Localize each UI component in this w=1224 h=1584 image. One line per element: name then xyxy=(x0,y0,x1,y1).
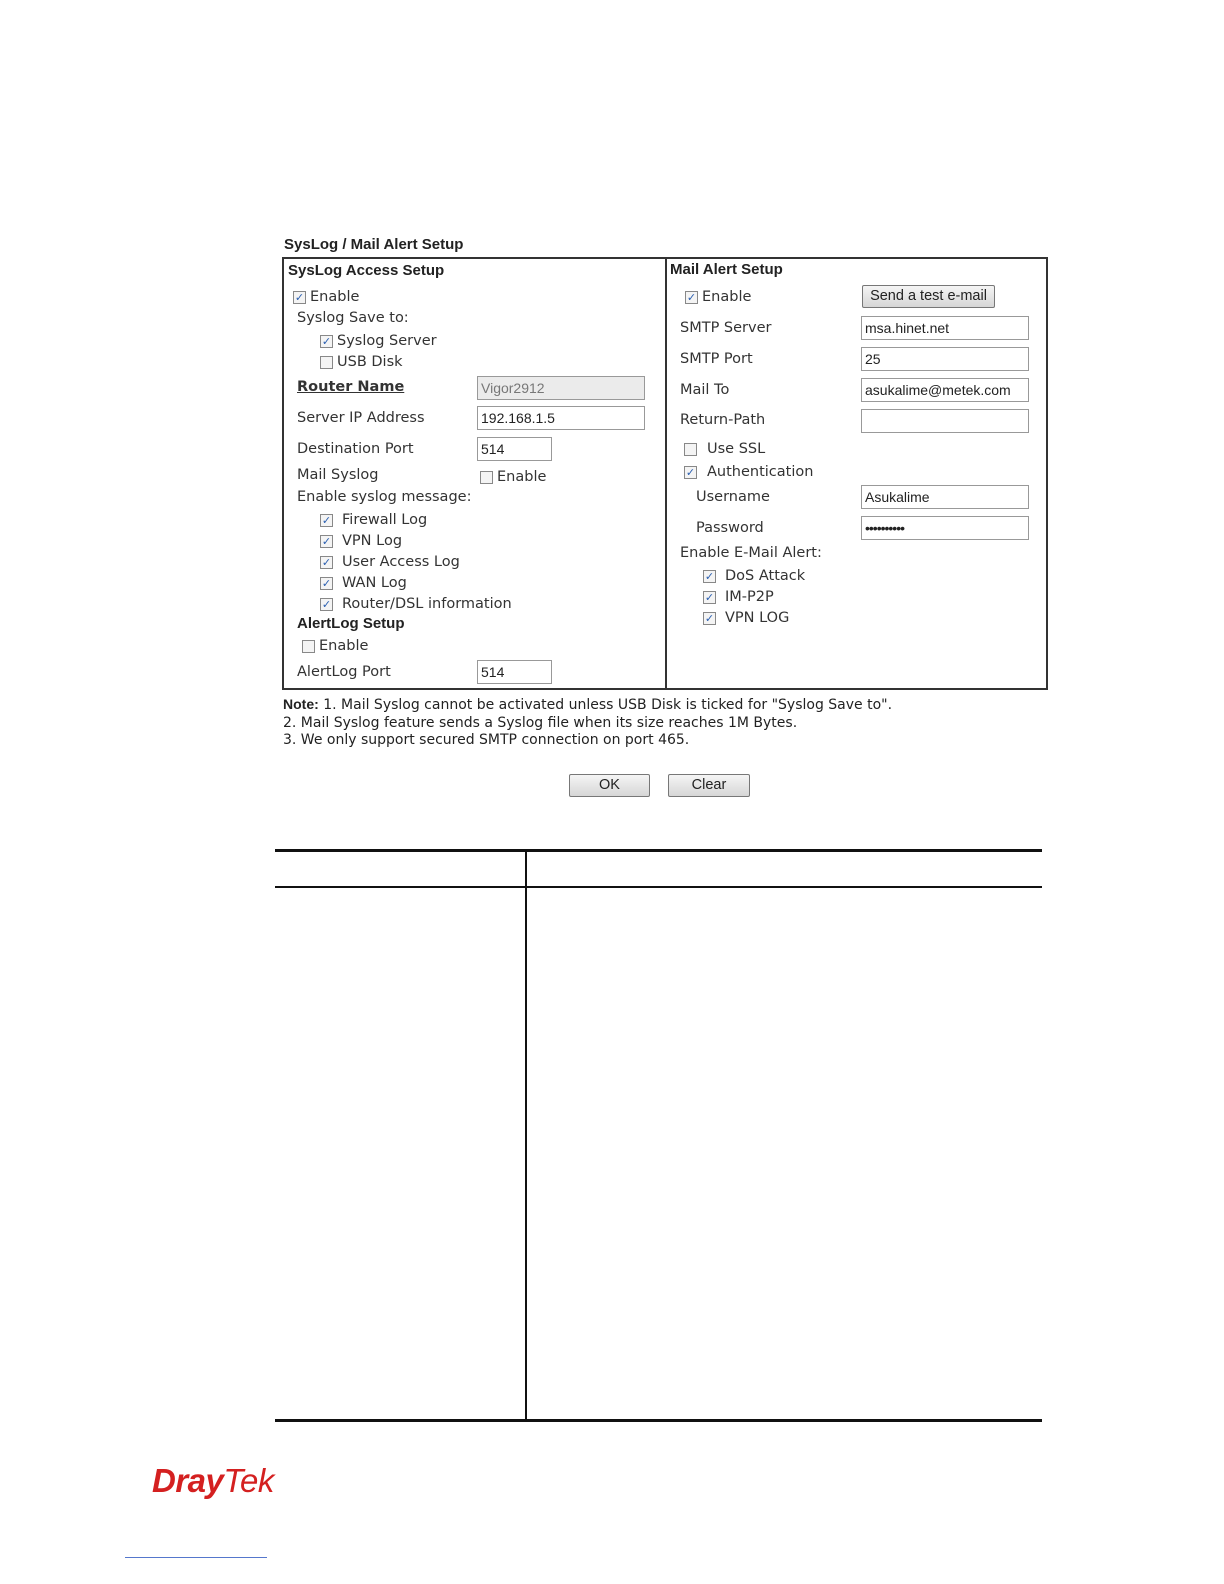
mail-enable-label: Enable xyxy=(702,289,752,305)
alertlog-enable-checkbox[interactable] xyxy=(302,640,315,653)
usb-disk-label: USB Disk xyxy=(337,354,403,370)
mail-to-input[interactable]: asukalime@metek.com xyxy=(861,378,1029,402)
draytek-logo xyxy=(152,1462,274,1500)
firewall-log-checkbox[interactable]: ✓ xyxy=(321,513,332,527)
router-name-input[interactable]: Vigor2912 xyxy=(477,376,645,400)
wan-log-checkbox[interactable]: ✓ xyxy=(321,576,332,590)
panel-divider xyxy=(665,257,667,690)
mail-syslog-checkbox[interactable] xyxy=(480,471,493,484)
username-input[interactable]: Asukalime xyxy=(861,485,1029,509)
msg-firewall-log[interactable] xyxy=(320,512,427,528)
note-prefix: Note: xyxy=(283,696,319,712)
mail-syslog-enable-label: Enable xyxy=(497,469,547,485)
msg-vpn-log[interactable] xyxy=(320,533,402,549)
smtp-server-label: SMTP Server xyxy=(680,320,772,336)
table-header-rule xyxy=(275,886,1042,888)
dos-attack-label: DoS Attack xyxy=(725,568,806,584)
vpn-log-label: VPN Log xyxy=(342,533,403,549)
dest-port-input[interactable]: 514 xyxy=(477,437,552,461)
firewall-log-label: Firewall Log xyxy=(342,512,428,528)
router-dsl-info-label: Router/DSL information xyxy=(342,596,512,612)
dest-port-label: Destination Port xyxy=(297,441,414,457)
use-ssl-label: Use SSL xyxy=(707,441,766,457)
note-line-3: 3. We only support secured SMTP connection on port 465. xyxy=(283,732,690,748)
syslog-server-option[interactable] xyxy=(320,333,437,349)
alertlog-enable-label: Enable xyxy=(319,638,369,654)
server-ip-label: Server IP Address xyxy=(297,410,425,426)
footer-rule xyxy=(125,1557,267,1558)
mail-section-title: Mail Alert Setup xyxy=(670,261,783,278)
note-text-1: 1. Mail Syslog cannot be activated unless USB Disk is ticked for "Syslog Save to". xyxy=(318,697,893,713)
alertlog-section-title: AlertLog Setup xyxy=(297,615,405,632)
alert-vpn-log[interactable] xyxy=(703,610,789,626)
return-path-label: Return-Path xyxy=(680,412,766,428)
table-top-rule xyxy=(275,849,1042,852)
alert-im-p2p[interactable] xyxy=(703,589,774,605)
table-bottom-rule xyxy=(275,1419,1042,1422)
authentication-option[interactable] xyxy=(684,464,813,480)
send-test-email-button[interactable]: Send a test e-mail xyxy=(862,285,995,308)
authentication-label: Authentication xyxy=(707,464,814,480)
msg-router-dsl-info[interactable] xyxy=(320,596,512,612)
smtp-port-input[interactable]: 25 xyxy=(861,347,1029,371)
router-name-link[interactable]: Router Name xyxy=(297,379,405,395)
syslog-enable-label: Enable xyxy=(310,289,360,305)
mail-to-label: Mail To xyxy=(680,382,730,398)
logo-part-tek: Tek xyxy=(223,1462,274,1499)
vpn-log-checkbox[interactable]: ✓ xyxy=(321,534,332,548)
msg-user-access-log[interactable] xyxy=(320,554,460,570)
usb-disk-checkbox[interactable] xyxy=(320,356,333,369)
alert-dos-attack[interactable] xyxy=(703,568,805,584)
dos-attack-checkbox[interactable]: ✓ xyxy=(704,569,715,583)
alertlog-port-label: AlertLog Port xyxy=(297,664,391,680)
syslog-server-label: Syslog Server xyxy=(337,333,437,349)
alertlog-enable[interactable] xyxy=(302,638,368,654)
notes-block xyxy=(283,696,892,750)
clear-button[interactable]: Clear xyxy=(668,774,750,797)
syslog-server-checkbox[interactable]: ✓ xyxy=(321,334,332,348)
note-line-2: 2. Mail Syslog feature sends a Syslog file when its size reaches 1M Bytes. xyxy=(283,714,798,731)
note-line-1 xyxy=(283,696,892,715)
im-p2p-checkbox[interactable]: ✓ xyxy=(704,590,715,604)
syslog-enable[interactable] xyxy=(293,289,359,305)
vpn-log-alert-checkbox[interactable]: ✓ xyxy=(704,611,715,625)
authentication-checkbox[interactable]: ✓ xyxy=(685,465,696,479)
syslog-section-title: SysLog Access Setup xyxy=(288,262,445,279)
mail-syslog-label: Mail Syslog xyxy=(297,467,379,483)
im-p2p-label: IM-P2P xyxy=(725,589,774,605)
mail-enable-checkbox[interactable]: ✓ xyxy=(686,290,697,304)
mail-enable[interactable] xyxy=(685,289,751,305)
table-column-divider xyxy=(525,849,527,1422)
password-label: Password xyxy=(696,520,764,536)
smtp-server-input[interactable]: msa.hinet.net xyxy=(861,316,1029,340)
mail-syslog-enable[interactable] xyxy=(480,469,546,485)
syslog-save-to-label: Syslog Save to: xyxy=(297,310,409,326)
router-dsl-info-checkbox[interactable]: ✓ xyxy=(321,597,332,611)
server-ip-input[interactable]: 192.168.1.5 xyxy=(477,406,645,430)
enable-syslog-message-label: Enable syslog message: xyxy=(297,489,472,505)
use-ssl-option[interactable] xyxy=(684,441,765,457)
username-label: Username xyxy=(696,489,770,505)
user-access-log-label: User Access Log xyxy=(342,554,460,570)
enable-email-alert-label: Enable E-Mail Alert: xyxy=(680,545,822,561)
use-ssl-checkbox[interactable] xyxy=(684,443,697,456)
logo-part-dray: Dray xyxy=(152,1462,224,1499)
window-title: SysLog / Mail Alert Setup xyxy=(284,236,464,253)
alertlog-port-input[interactable]: 514 xyxy=(477,660,552,684)
smtp-port-label: SMTP Port xyxy=(680,351,753,367)
password-input[interactable]: •••••••••• xyxy=(861,516,1029,540)
msg-wan-log[interactable] xyxy=(320,575,407,591)
syslog-enable-checkbox[interactable]: ✓ xyxy=(294,290,305,304)
vpn-log-alert-label: VPN LOG xyxy=(725,610,790,626)
wan-log-label: WAN Log xyxy=(342,575,407,591)
ok-button[interactable]: OK xyxy=(569,774,650,797)
usb-disk-option[interactable] xyxy=(320,354,403,370)
return-path-input[interactable] xyxy=(861,409,1029,433)
user-access-log-checkbox[interactable]: ✓ xyxy=(321,555,332,569)
